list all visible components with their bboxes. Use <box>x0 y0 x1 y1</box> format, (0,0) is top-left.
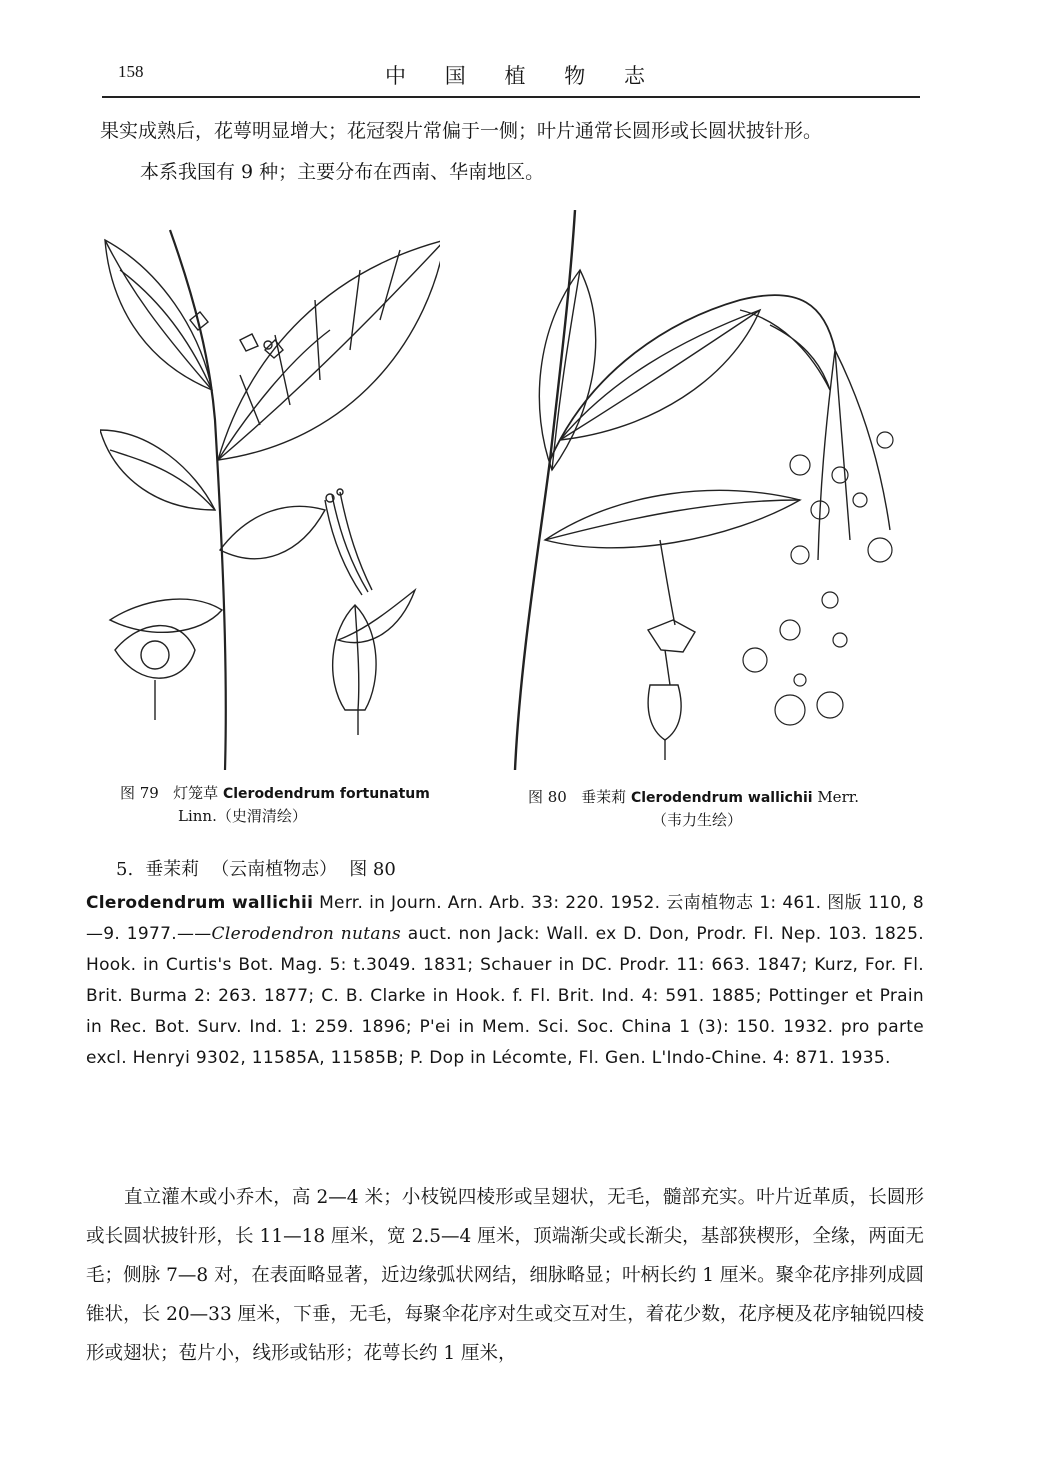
running-head-char: 中 <box>385 64 406 88</box>
figure-authority: Linn. <box>178 807 217 825</box>
nomenclature-citation <box>86 888 924 1074</box>
running-head-char: 物 <box>564 64 586 88</box>
running-head-char: 国 <box>444 64 466 88</box>
citation-text: Merr. in Journ. Arn. Arb. 33: 220. 1952. 云南植物志 1: 461. 图版 110, 8—9. 1977.—— <box>86 893 924 944</box>
species-source: （云南植物志） <box>211 859 338 880</box>
synonym-name: Clerodendron nutans <box>211 924 402 944</box>
intro-line-1: 果实成熟后，花萼明显增大；花冠裂片常偏于一侧；叶片通常长圆形或长圆状披针形。 <box>100 120 823 142</box>
figure-79-illustration <box>100 210 440 770</box>
intro-line-2: 本系我国有 9 种；主要分布在西南、华南地区。 <box>140 161 545 183</box>
figure-80-caption <box>528 786 859 831</box>
species-number: 5. <box>116 859 134 880</box>
figure-latin-name: Clerodendrum fortunatum <box>222 786 430 802</box>
figure-80-illustration <box>500 210 920 770</box>
scientific-name: Clerodendrum wallichii <box>86 893 314 913</box>
running-head <box>385 60 645 90</box>
figure-label: 图 79 <box>120 784 159 802</box>
figure-79-caption <box>120 782 430 827</box>
species-description <box>86 1178 924 1373</box>
figure-label: 图 80 <box>528 788 567 806</box>
species-heading <box>116 855 408 881</box>
page-number: 158 <box>118 62 144 81</box>
species-figure-ref: 图 80 <box>349 859 396 880</box>
running-head-char: 植 <box>504 64 526 88</box>
header-rule <box>102 96 920 98</box>
citation-text: auct. non Jack: Wall. ex D. Don, Prodr. Fl. Nep. 103. 1825. Hook. in Curtis's Bot. Mag. 5: t.3049. 1831; Schauer in DC. Prodr. 11: 663. 1847; Kurz, For. Fl. Brit. Burma 2: 263. 1877; C. B. Clarke in Hook. f. Fl. Brit. Ind. 4: 591. 1885; Pottinger et Prain in Rec. Bot. Surv. Ind. 1: 259. 1896; P'ei in Mem. Sci. Soc. China 1 (3): 150. 1932. pro parte excl. Henryi 9302, 11585A, 11585B; P. Dop in Lécomte, Fl. Gen. L'Indo-Chine. 4: 871. 1935. <box>86 924 924 1068</box>
figure-common-name: 灯笼草 <box>173 784 219 802</box>
figure-common-name: 垂茉莉 <box>581 788 627 806</box>
species-name: 垂茉莉 <box>145 859 200 880</box>
running-head-char: 志 <box>624 64 645 88</box>
figure-artist: （韦力生绘） <box>652 811 743 829</box>
figure-artist: （史渭清绘） <box>216 807 307 825</box>
figure-authority: Merr. <box>817 788 860 806</box>
description-text: 直立灌木或小乔木，高 2—4 米；小枝锐四棱形或呈翅状，无毛，髓部充实。叶片近革质，长圆形或长圆状披针形，长 11—18 厘米，宽 2.5—4 厘米，顶端渐尖或长渐尖，基部狭楔形，全缘，两面无毛；侧脉 7—8 对，在表面略显著，近边缘弧状网结，细脉略显；叶柄长约 1 厘米。聚伞花序排列成圆锥状，长 20—33 厘米，下垂，无毛，每聚伞花序对生或交互对生，着花少数，花序梗及花序轴锐四棱形或翅状；苞片小，线形或钻形；花萼长约 1 厘米， <box>86 1187 924 1364</box>
figure-latin-name: Clerodendrum wallichii <box>630 790 813 806</box>
